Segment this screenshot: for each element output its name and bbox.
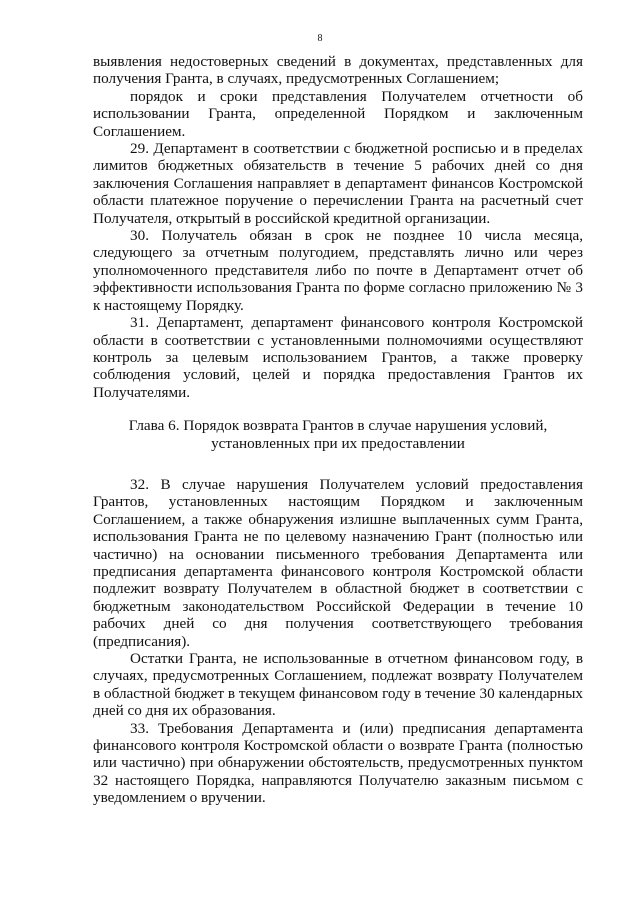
paragraph: Остатки Гранта, не использованные в отчетном финансовом году, в случаях, предусмотренных Соглашением, подлежат возврату Получателем в областной бюджет в текущем финансовом году в течение 30 календарных дней со дня их образования. bbox=[93, 650, 583, 720]
chapter-heading-line-2: установленных при их предоставлении bbox=[211, 434, 465, 452]
chapter-heading bbox=[93, 417, 583, 452]
page-number: 8 bbox=[317, 33, 323, 44]
paragraph: порядок и сроки представления Получателем отчетности об использовании Гранта, определенной Порядком и заключенным Соглашением. bbox=[93, 87, 583, 140]
chapter-heading-line-1: Глава 6. Порядок возврата Грантов в случае нарушения условий, bbox=[128, 417, 548, 435]
paragraph-32: 32. В случае нарушения Получателем условий предоставления Грантов, установленных настоящим Порядком и заключенным Соглашением, а также обнаружения излишне выплаченных сумм Гранта, использования Гранта не по целевому назначению Грант (полностью или частично) на основании письменного требования Департамента или предписания департамента финансового контроля Костромской области подлежит возврату Получателем в областной бюджет в соответствии с бюджетным законодательством Российской Федерации в течение 10 рабочих дней со дня получения соответствующего требования (предписания). bbox=[93, 475, 583, 650]
document-body bbox=[93, 53, 583, 807]
paragraph-29: 29. Департамент в соответствии с бюджетной росписью и в пределах лимитов бюджетных обязательств в течение 5 рабочих дней со дня заключения Соглашения направляет в департамент финансов Костромской области платежное поручение о перечислении Гранта на расчетный счет Получателя, открытый в российской кредитной организации. bbox=[93, 140, 583, 227]
paragraph: выявления недостоверных сведений в документах, представленных для получения Гранта, в случаях, предусмотренных Соглашением; bbox=[93, 53, 583, 88]
paragraph-33: 33. Требования Департамента и (или) предписания департамента финансового контроля Костромской области о возврате Гранта (полностью или частично) при обнаружении обстоятельств, предусмотренных пунктом 32 настоящего Порядка, направляются Получателю заказным письмом с уведомлением о вручении. bbox=[93, 719, 583, 807]
paragraph-31: 31. Департамент, департамент финансового контроля Костромской области в соответствии с установленными полномочиями осуществляют контроль за целевым использованием Грантов, а также проверку соблюдения условий, целей и порядка предоставления Грантов их Получателями. bbox=[93, 314, 583, 401]
paragraph-30: 30. Получатель обязан в срок не позднее 10 числа месяца, следующего за отчетным полугодием, представлять лично или через уполномоченного представителя либо по почте в Департамент отчет об эффективности использования Гранта по форме согласно приложению № 3 к настоящему Порядку. bbox=[93, 227, 583, 314]
